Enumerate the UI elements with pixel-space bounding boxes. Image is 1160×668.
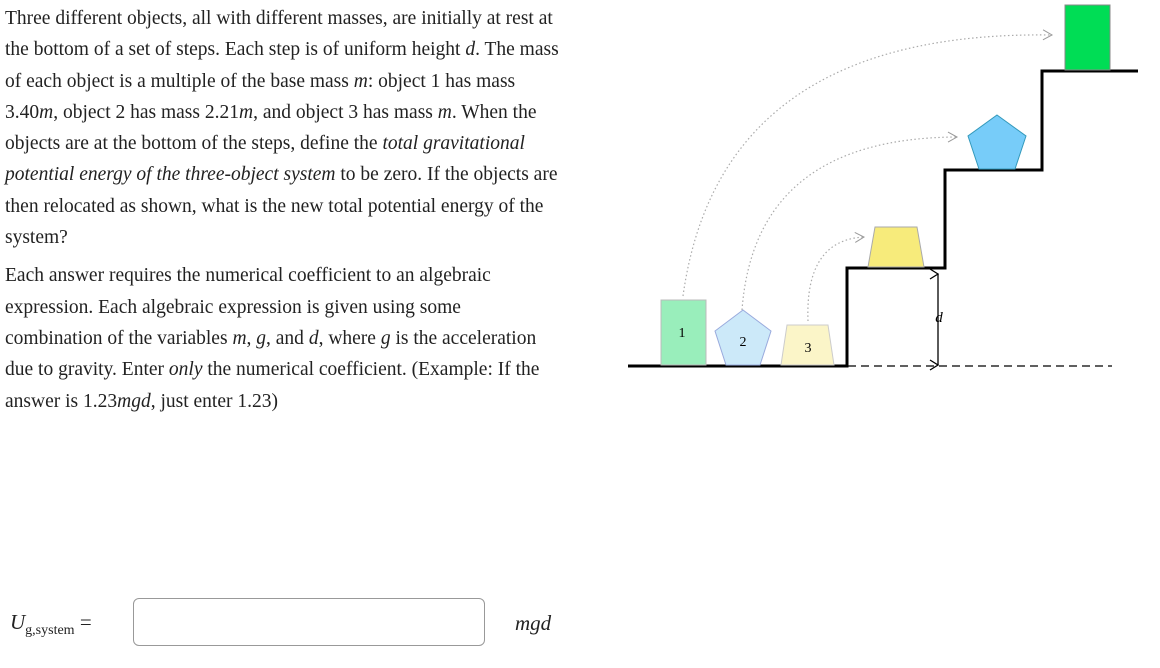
answer-instructions: Each answer requires the numerical coefficient to an algebraic expression. Each algebraic expression is given using some combination of the variables m, g, and d, where g is the acceleration due to gravity. Enter only the numerical coefficient. (Example: If the answer is 1.23mgd, just enter 1.23) bbox=[5, 265, 540, 412]
answer-row bbox=[10, 598, 570, 650]
steps-figure bbox=[620, 0, 1160, 380]
problem-statement: Three different objects, all with different masses, are initially at rest at the bottom of a set of steps. Each step is of uniform height d. The mass of each object is a multiple of the base mass m: object 1 has mass 3.40m, object 2 has mass 2.21m, and object 3 has mass m. When the objects are at the bottom of the steps, define the total gravitational potential energy of the three-object system to be zero. If the objects are then relocated as shown, what is the new total potential energy of the system? bbox=[5, 8, 559, 249]
question-text bbox=[5, 3, 560, 424]
answer-label: $U_{g,system}$ = bbox=[10, 610, 92, 638]
steps-diagram bbox=[620, 0, 1160, 380]
object1-top bbox=[1065, 5, 1110, 70]
object2-top bbox=[968, 115, 1026, 169]
object3-top bbox=[868, 227, 924, 267]
answer-unit: mgd bbox=[515, 611, 552, 635]
object2-path bbox=[742, 137, 957, 310]
object1-label: 1 bbox=[678, 326, 686, 341]
potential-energy-input[interactable] bbox=[133, 598, 485, 646]
object3-path bbox=[808, 237, 864, 321]
object3-label: 3 bbox=[804, 341, 812, 356]
object2-label: 2 bbox=[739, 335, 747, 350]
height-d-label: d bbox=[935, 310, 943, 326]
